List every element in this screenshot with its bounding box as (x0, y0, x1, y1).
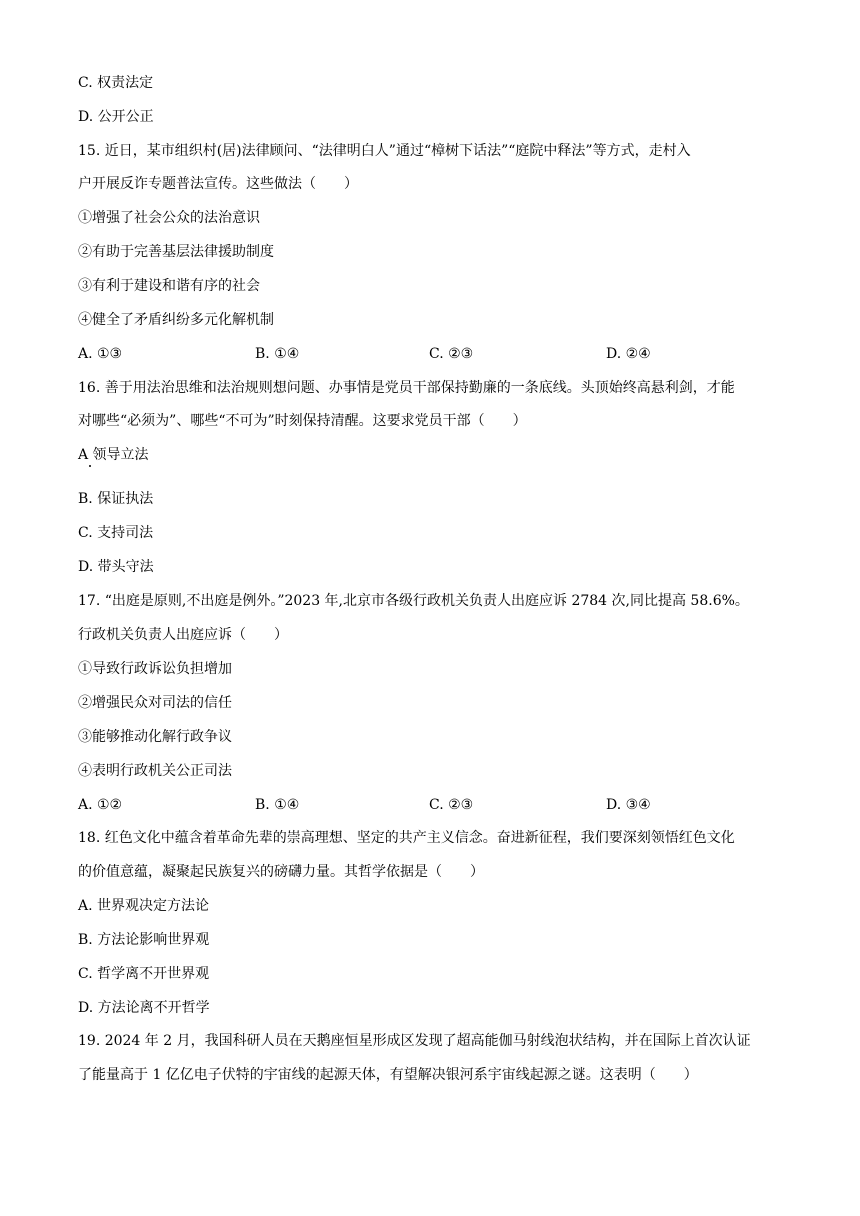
q19-stem-line2: 了能量高于 1 亿亿电子伏特的宇宙线的起源天体，有望解决银河系宇宙线起源之谜。这表明（ ） (78, 1067, 698, 1083)
q17-option-c: C. ②③ (429, 797, 474, 813)
q19-stem-line1: 19. 2024 年 2 月，我国科研人员在天鹅座恒星形成区发现了超高能伽马射线泡状结构，并在国际上首次认证 (78, 1033, 751, 1049)
q18-option-d: D. 方法论离不开哲学 (78, 1000, 210, 1016)
q15-statement-1: ①增强了社会公众的法治意识 (78, 210, 260, 226)
q16-option-d: D. 带头守法 (78, 559, 154, 575)
q16-option-c: C. 支持司法 (78, 525, 154, 541)
q16-option-a: A 领导立法 (78, 447, 149, 463)
q16-stem-line1: 16. 善于用法治思维和法治规则想问题、办事情是党员干部保持勤廉的一条底线。头顶始终高悬利剑，才能 (78, 380, 735, 396)
q15-options-row (78, 345, 798, 363)
q15-stem-line2: 户开展反诈专题普法宣传。这些做法（ ） (78, 176, 358, 192)
q16-stem-line2: 对哪些“必须为”、哪些“不可为”时刻保持清醒。这要求党员干部（ ） (78, 413, 527, 429)
q15-option-d: D. ②④ (606, 346, 651, 362)
q15-statement-4: ④健全了矛盾纠纷多元化解机制 (78, 312, 274, 328)
q17-stem-line1: 17. “出庭是原则,不出庭是例外。”2023 年,北京市各级行政机关负责人出庭应诉 2784 次,同比提高 58.6%。 (78, 593, 749, 609)
q17-option-b: B. ①④ (255, 797, 300, 813)
q17-options-row (78, 796, 798, 814)
q16-option-b: B. 保证执法 (78, 491, 154, 507)
q17-option-a: A. ①② (78, 797, 123, 813)
q18-option-a: A. 世界观决定方法论 (78, 898, 210, 914)
stray-dot-mark (89, 465, 91, 467)
q15-statement-2: ②有助于完善基层法律援助制度 (78, 244, 274, 260)
q17-statement-3: ③能够推动化解行政争议 (78, 729, 232, 745)
q17-stem-line2: 行政机关负责人出庭应诉（ ） (78, 627, 288, 643)
q18-option-c: C. 哲学离不开世界观 (78, 966, 210, 982)
q15-stem-line1: 15. 近日，某市组织村(居)法律顾问、“法律明白人”通过“樟树下话法”“庭院中释法”等方式，走村入 (78, 143, 691, 159)
q17-statement-1: ①导致行政诉讼负担增加 (78, 661, 232, 677)
q17-statement-2: ②增强民众对司法的信任 (78, 695, 232, 711)
q15-statement-3: ③有利于建设和谐有序的社会 (78, 278, 260, 294)
q14-option-d: D. 公开公正 (78, 109, 154, 125)
q15-option-a: A. ①③ (78, 346, 123, 362)
q15-option-c: C. ②③ (429, 346, 474, 362)
q18-option-b: B. 方法论影响世界观 (78, 932, 210, 948)
q15-option-b: B. ①④ (255, 346, 300, 362)
q18-stem-line1: 18. 红色文化中蕴含着革命先辈的崇高理想、坚定的共产主义信念。奋进新征程，我们要深刻领悟红色文化 (78, 830, 735, 846)
q18-stem-line2: 的价值意蕴，凝聚起民族复兴的磅礴力量。其哲学依据是（ ） (78, 864, 484, 880)
q17-statement-4: ④表明行政机关公正司法 (78, 763, 232, 779)
q17-option-d: D. ③④ (606, 797, 651, 813)
q14-option-c: C. 权责法定 (78, 75, 154, 91)
